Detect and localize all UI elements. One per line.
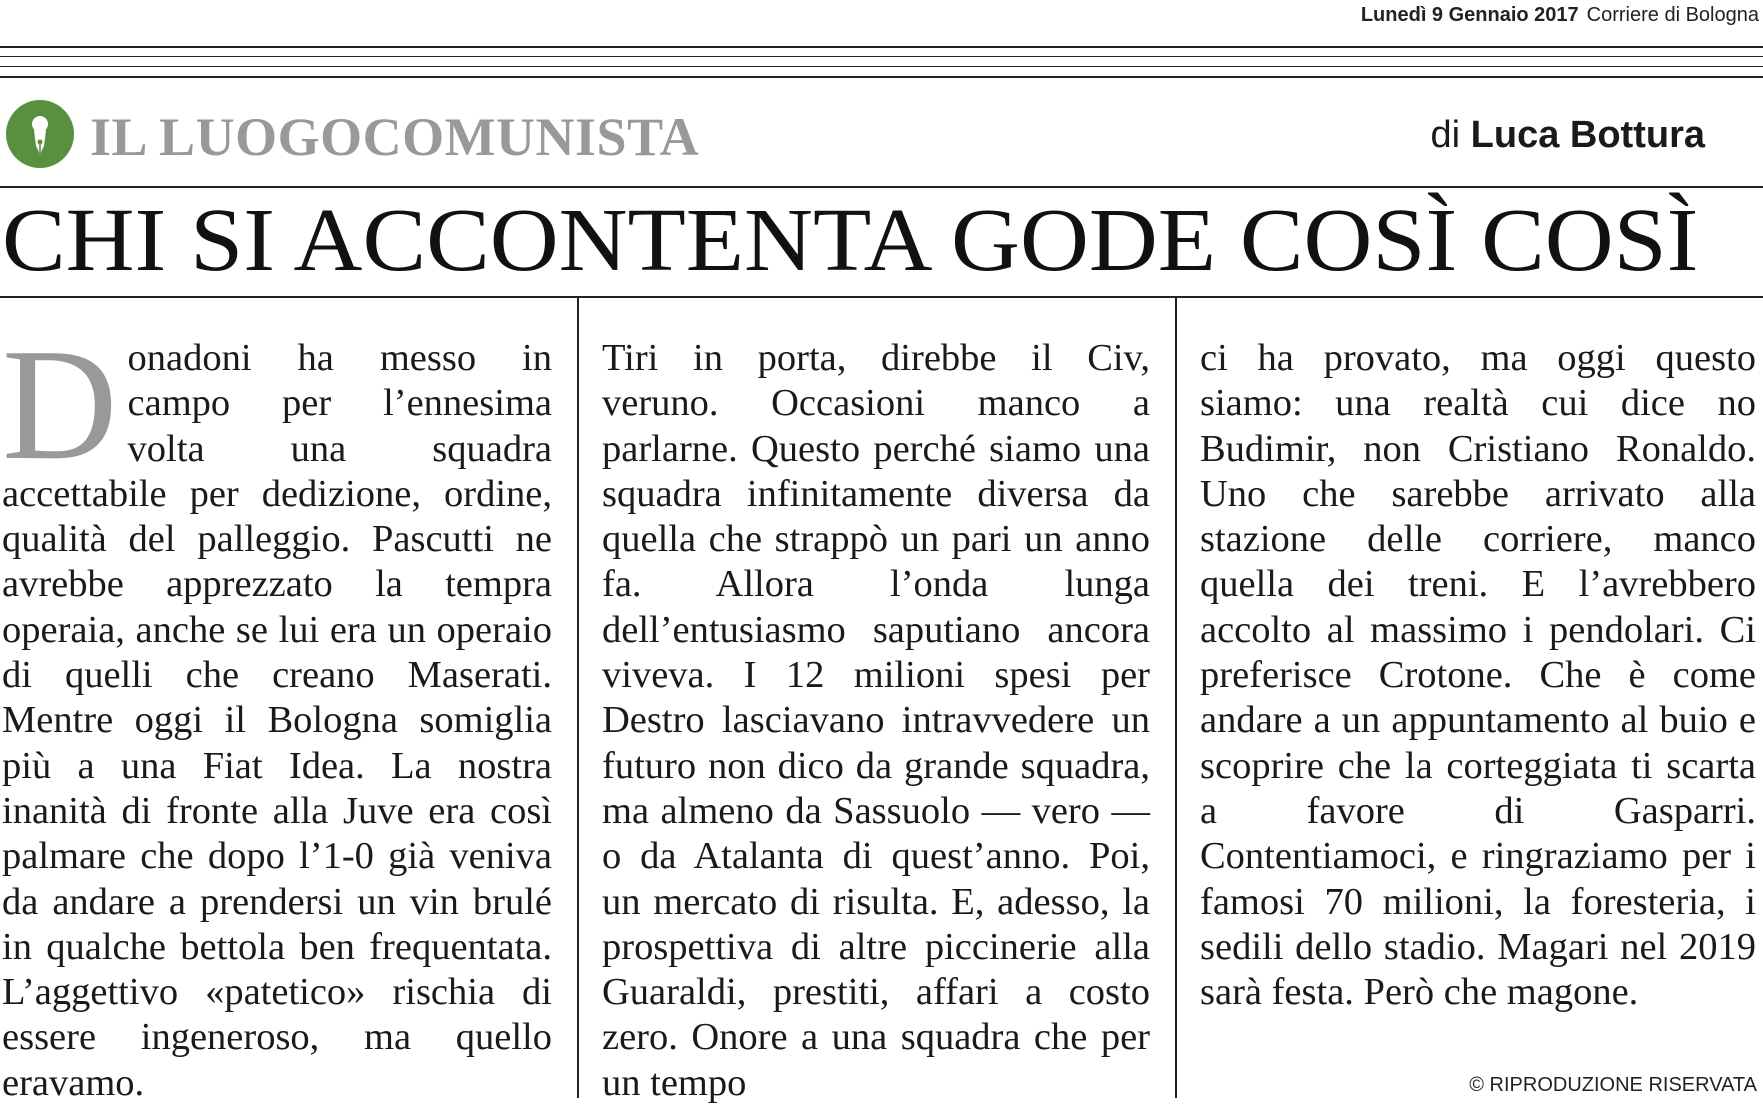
author-name: Luca Bottura bbox=[1470, 114, 1705, 156]
pen-nib-icon bbox=[20, 112, 60, 156]
article-column-1 bbox=[2, 315, 552, 1106]
byline-prefix: di bbox=[1430, 114, 1461, 156]
top-rule-4 bbox=[0, 76, 1763, 78]
byline bbox=[1431, 114, 1706, 157]
top-rule-3 bbox=[0, 66, 1763, 67]
article-headline: CHI SI ACCONTENTA GODE COSÌ COSÌ bbox=[2, 191, 1699, 290]
column-divider-1 bbox=[577, 298, 579, 1098]
headline-bottom-rule bbox=[0, 296, 1763, 298]
article-column-2 bbox=[602, 336, 1150, 1106]
top-rule bbox=[0, 46, 1763, 48]
column-badge bbox=[6, 100, 74, 168]
newspaper-name: Corriere di Bologna bbox=[1586, 4, 1759, 26]
column-2-text: Tiri in porta, direbbe il Civ, veruno. Occasioni manco a parlarne. Questo perché siamo una squadra infinitamente diversa da quella che strappò un pari un anno fa. Allora l’onda lunga dell’entusiasmo saputiano ancora viveva. I 12 milioni spesi per Destro lasciavano intravvedere un futuro non dico da grande squadra, ma almeno da Sassuolo — vero — o da Atalanta di quest’anno. Poi, un mercato di risulta. E, adesso, la prospettiva di altre piccinerie alla Guaraldi, prestiti, affari a costo zero. Onore a una squadra che per un tempo bbox=[602, 337, 1150, 1104]
page-masthead bbox=[1361, 4, 1759, 27]
column-header bbox=[6, 100, 1763, 172]
drop-cap: D bbox=[2, 315, 118, 493]
article-column-3 bbox=[1200, 336, 1756, 1015]
column-divider-2 bbox=[1175, 298, 1177, 1098]
copyright-notice: © RIPRODUZIONE RISERVATA bbox=[1469, 1074, 1757, 1096]
top-rule-2 bbox=[0, 56, 1763, 57]
column-rubric: IL LUOGOCOMUNISTA bbox=[90, 107, 700, 167]
column-3-text: ci ha provato, ma oggi questo siamo: una realtà cui dice no Budimir, non Cristiano Ronaldo. Uno che sarebbe arrivato alla stazione delle corriere, manco quella dei treni. E l’avrebbero accolto al massimo i pendolari. Ci preferisce Crotone. Che è come andare a un appuntamento al buio e scoprire che la corteggiata ti scarta a favore di Gasparri. Contentiamoci, e ringraziamo per i famosi 70 milioni, la foresteria, i sedili dello stadio. Magari nel 2019 sarà festa. Però che magone. bbox=[1200, 337, 1756, 1014]
column-1-text: onadoni ha messo in campo per l’ennesima volta una squadra accettabile per dedizione, ordine, qualità del palleggio. Pascutti ne avrebbe apprezzato la tempra operaia, anche se lui era un operaio di quelli che creano Maserati. Mentre oggi il Bologna somiglia più a una Fiat Idea. La nostra inanità di fronte alla Juve era così palmare che dopo l’1-0 già veniva da andare a prendersi un vin brulé in qualche bettola ben frequentata. L’aggettivo «patetico» rischia di essere ingeneroso, ma quello eravamo. bbox=[2, 337, 552, 1104]
headline-top-rule bbox=[0, 186, 1763, 188]
issue-date: Lunedì 9 Gennaio 2017 bbox=[1360, 4, 1579, 26]
